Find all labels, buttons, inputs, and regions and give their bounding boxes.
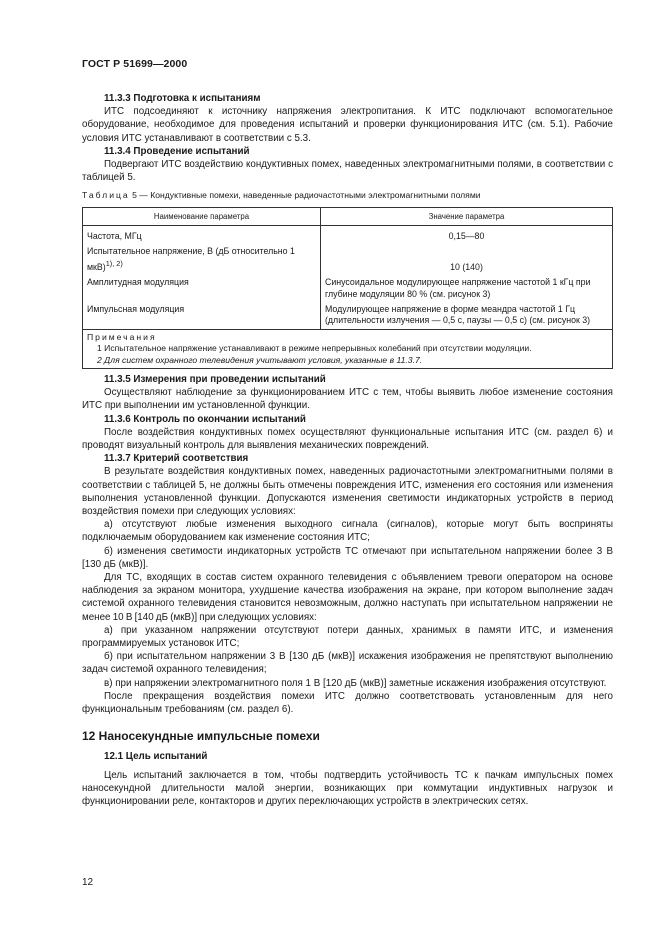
param-value: Синусоидальное модулирующее напряжение частотой 1 кГц при глубине модуляции 80 % (см. рисунок 3) <box>321 275 613 302</box>
cctv-condition-a: а) при указанном напряжении отсутствуют потери данных, хранимых в памяти ИТС, и изменения программируемых установок ИТС; <box>82 624 613 650</box>
condition-a: а) отсутствуют любые изменения выходного сигнала (сигналов), которые могут быть восприняты подключаемым оборудованием как изменение состояния ИТС; <box>82 519 613 544</box>
param-name: Импульсная модуляция <box>83 302 321 329</box>
param-value: Модулирующее напряжение в форме меандра частотой 1 Гц (длительности излучения — 0,5 с, паузы — 0,5 с) (см. рисунок 3) <box>321 302 613 329</box>
page-content <box>82 92 613 808</box>
section-12-1-title: 12.1 Цель испытаний <box>104 750 208 762</box>
section-11-3-6-title: 11.3.6 Контроль по окончании испытаний <box>104 413 306 425</box>
section-11-3-6-text: После воздействия кондуктивных помех осуществляют функциональные испытания ИТС (см. раздел 6) и проводят визуальный контроль для выявления механических повреждений. <box>82 426 613 452</box>
notes-title: Примечания <box>87 331 157 342</box>
section-12-title: 12 Наносекундные импульсные помехи <box>82 729 320 744</box>
table-row <box>83 244 613 275</box>
note-1: 1 Испытательное напряжение устанавливают в режиме непрерывных колебаний при отсутствии модуляции. <box>97 343 532 354</box>
footnote-markers: 1), 2) <box>105 258 123 268</box>
table-row <box>83 275 613 302</box>
table-row <box>83 302 613 329</box>
column-header-value: Значение параметра <box>321 207 613 225</box>
cctv-condition-c: в) при напряжении электромагнитного поля 1 В [120 дБ (мкВ)] заметные искажения изображения отсутствуют. <box>104 677 607 689</box>
section-11-3-7-paragraph: В результате воздействия кондуктивных помех, наведенных радиочастотными электромагнитными полями в соответствии с таблицей 5, не должны быть отмечены повреждения ИТС, изменения его состояния или изменения выполнения установленной функции. Допускаются изменения светимости индикаторных устройств в период воздействия помехи при следующих условиях: <box>82 466 613 518</box>
section-11-3-7-title: 11.3.7 Критерий соответствия <box>104 453 249 465</box>
section-11-3-5-title: 11.3.5 Измерения при проведении испытаний <box>104 374 326 386</box>
section-11-3-4-text: Подвергают ИТС воздействию кондуктивных помех, наведенных электромагнитными полями, в соответствии с таблицей 5. <box>82 159 613 184</box>
param-name: Амплитудная модуляция <box>83 275 321 302</box>
note-2: 2 Для систем охранного телевидения учитывают условия, указанные в 11.3.7. <box>97 354 423 365</box>
param-name: Испытательное напряжение, В (дБ относительно 1 мкВ)$^{1), 2)}$ <box>83 244 321 275</box>
table-5 <box>82 207 613 369</box>
table-notes <box>83 329 613 368</box>
param-name: Частота, МГц <box>83 226 321 245</box>
standard-header: ГОСТ Р 51699—2000 <box>82 58 188 70</box>
page-number: 12 <box>82 877 94 888</box>
column-header-parameter: Наименование параметра <box>83 207 321 225</box>
table-5-caption: Таблица 5 — Кондуктивные помехи, наведенные радиочастотными электромагнитными полями <box>82 190 481 201</box>
cctv-paragraph: Для ТС, входящих в состав систем охранного телевидения с объявлением тревоги оператором на основе наблюдения за экраном монитора, ухудшение качества изображения на экране, при котором выполнение задач системой охранного телевидения становится невозможным, должно наступать при испытательном напряжении не менее 10 В [140 дБ (мкВ)] при следующих условиях: <box>82 572 613 623</box>
condition-b: б) изменения светимости индикаторных устройств ТС отмечают при испытательном напряжении более 3 В [130 дБ (мкВ)]. <box>82 545 613 570</box>
cctv-condition-b: б) при испытательном напряжении 3 В [130 дБ (мкВ)] искажения изображения не препятствуют выполнению задач системой охранного телевидения; <box>82 651 613 676</box>
table-header-row <box>83 207 613 225</box>
table-row <box>83 226 613 245</box>
param-value: 0,15—80 <box>321 226 613 245</box>
section-11-3-3-text: ИТС подсоединяют к источнику напряжения электропитания. К ИТС подключают вспомогательное оборудование, необходимое для проведения испытаний и проверки функционирования ИТС (см. 5.1). Рабочие условия ИТС устанавливают в соответствии с 5.3. <box>82 106 613 144</box>
section-11-3-5-text: Осуществляют наблюдение за функционированием ИТС с тем, чтобы выявить любое изменение состояния ИТС при выполнении им установленной функции. <box>82 387 613 412</box>
section-11-3-4-title: 11.3.4 Проведение испытаний <box>104 145 250 157</box>
section-12-1-text: Цель испытаний заключается в том, чтобы подтвердить устойчивость ТС к пачкам импульсных помех наносекундной длительности малой энергии, возникающих при коммутации индуктивных нагрузок и функционировании реле, контакторов и других переключающих устройств в электрических сетях. <box>82 769 613 808</box>
param-value: 10 (140) <box>321 244 613 275</box>
final-paragraph: После прекращения воздействия помехи ИТС должно соответствовать установленным для него функциональным требованиям (см. раздел 6). <box>82 690 613 716</box>
section-11-3-3-title: 11.3.3 Подготовка к испытаниям <box>104 93 261 104</box>
